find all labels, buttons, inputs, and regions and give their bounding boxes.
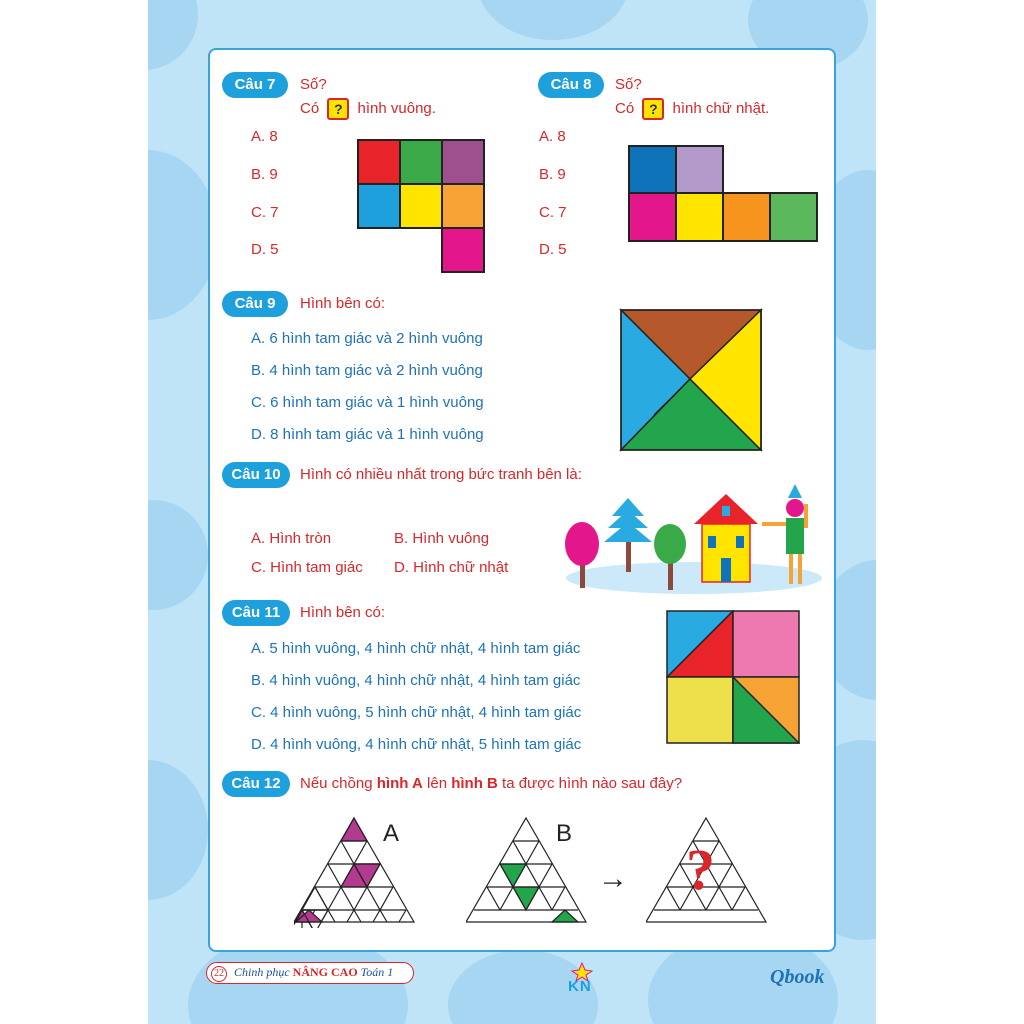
q11-option-c[interactable]: C. 4 hình vuông, 5 hình chữ nhật, 4 hình tam giác <box>251 704 582 721</box>
q7-option-a[interactable]: A. 8 <box>251 128 278 145</box>
decor-bubble <box>148 0 198 70</box>
q12-figure-a <box>294 814 420 928</box>
question-8-statement-pre: Có <box>615 99 635 117</box>
q12-question-mark: ? <box>686 837 715 902</box>
q7-option-b[interactable]: B. 9 <box>251 166 278 183</box>
decor-bubble <box>478 0 628 40</box>
q11-option-a[interactable]: A. 5 hình vuông, 4 hình chữ nhật, 4 hình tam giác <box>251 640 581 657</box>
q12-text-part: lên <box>427 775 448 792</box>
q12-text-part: Nếu chồng <box>300 775 373 792</box>
q8-rectangle-figure <box>628 145 820 243</box>
q8-option-d[interactable]: D. 5 <box>539 241 567 258</box>
question-8-statement-post: hình chữ nhật. <box>672 99 770 117</box>
q10-scene-picture <box>562 482 828 594</box>
question-8-prompt: Số? <box>615 76 642 93</box>
question-8-label: Câu 8 <box>538 72 604 98</box>
answer-box[interactable]: ? <box>327 98 349 120</box>
answer-box[interactable]: ? <box>642 98 664 120</box>
question-11-label: Câu 11 <box>222 600 290 626</box>
qbook-logo: Qbook <box>770 966 825 988</box>
q9-triangle-figure <box>619 308 763 452</box>
question-9-label: Câu 9 <box>222 291 288 317</box>
q10-option-a[interactable]: A. Hình tròn <box>251 530 332 547</box>
q12-text-part: ta được hình nào sau đây? <box>502 775 683 792</box>
q7-option-c[interactable]: C. 7 <box>251 204 279 221</box>
question-7-statement <box>300 98 436 120</box>
question-7-statement-pre: Có <box>300 99 320 117</box>
q9-option-b[interactable]: B. 4 hình tam giác và 2 hình vuông <box>251 362 483 379</box>
question-12-label: Câu 12 <box>222 771 290 797</box>
question-7-statement-post: hình vuông. <box>357 99 436 117</box>
q12-text-shape-a: hình A <box>376 775 423 792</box>
q9-option-c[interactable]: C. 6 hình tam giác và 1 hình vuông <box>251 394 484 411</box>
book-title-highlight: NÂNG CAO <box>292 965 358 979</box>
q12-figure-b <box>466 814 592 928</box>
q12-label-a: A <box>383 820 400 847</box>
question-7-label: Câu 7 <box>222 72 288 98</box>
q8-option-c[interactable]: C. 7 <box>539 204 567 221</box>
q11-option-b[interactable]: B. 4 hình vuông, 4 hình chữ nhật, 4 hình tam giác <box>251 672 581 689</box>
kn-logo-text: KN <box>568 978 592 995</box>
q8-option-b[interactable]: B. 9 <box>539 166 566 183</box>
q11-shape-figure <box>666 610 800 744</box>
question-10-label: Câu 10 <box>222 462 290 488</box>
question-9-prompt: Hình bên có: <box>300 295 386 312</box>
q12-label-b: B <box>556 820 573 847</box>
question-10-prompt: Hình có nhiều nhất trong bức tranh bên là: <box>300 466 582 483</box>
question-12-prompt <box>300 775 682 792</box>
question-11-prompt: Hình bên có: <box>300 604 386 621</box>
kn-logo <box>562 962 602 996</box>
book-title-badge <box>206 962 414 984</box>
q7-option-d[interactable]: D. 5 <box>251 241 279 258</box>
question-8-statement <box>615 98 769 120</box>
decor-bubble <box>148 500 208 610</box>
question-7-prompt: Số? <box>300 76 327 93</box>
decor-bubble <box>148 760 208 900</box>
q9-option-a[interactable]: A. 6 hình tam giác và 2 hình vuông <box>251 330 483 347</box>
q7-square-figure <box>356 138 488 276</box>
q10-option-d[interactable]: D. Hình chữ nhật <box>394 559 509 576</box>
book-title-post: Toán 1 <box>360 965 394 979</box>
page-number: 22 <box>211 966 227 982</box>
q9-option-d[interactable]: D. 8 hình tam giác và 1 hình vuông <box>251 426 484 443</box>
q10-option-c[interactable]: C. Hình tam giác <box>251 559 363 576</box>
q8-option-a[interactable]: A. 8 <box>539 128 566 145</box>
q12-arrow: → <box>598 862 628 895</box>
book-title-pre: Chinh phục <box>234 965 290 979</box>
q10-option-b[interactable]: B. Hình vuông <box>394 530 490 547</box>
q12-text-shape-b: hình B <box>451 775 498 792</box>
q11-option-d[interactable]: D. 4 hình vuông, 4 hình chữ nhật, 5 hình tam giác <box>251 736 582 753</box>
